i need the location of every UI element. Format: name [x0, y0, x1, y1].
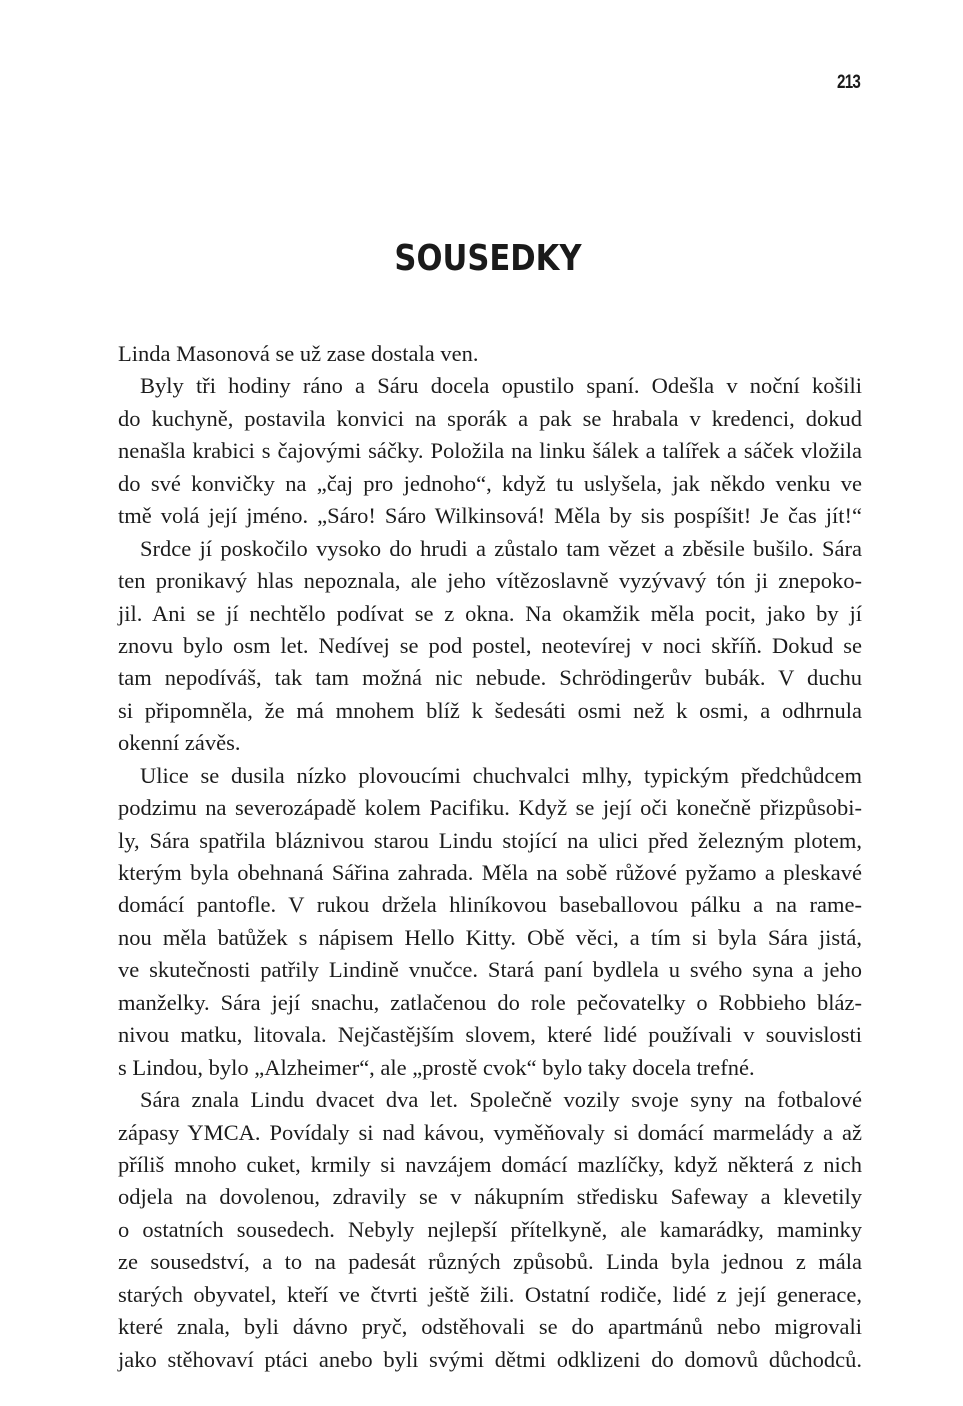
text-line: podzimu na severozápadě kolem Pacifiku. Když se její oči konečně přizpůsobi- — [118, 795, 862, 821]
text-line: nenašla krabici s čajovými sáčky. Položila na linku šálek a talířek a sáček vložila — [118, 438, 862, 464]
text-line: jako stěhovaví ptáci anebo byli svými dětmi odklizeni do domovů důchodců. — [118, 1346, 862, 1372]
text-line: tam nepodíváš, tak tam možná nic nebude. Schrödingerův bubák. V duchu — [118, 665, 862, 691]
text-line: si připomněla, že má mnohem blíž k šedesáti osmi než k osmi, a odhrnula — [118, 697, 862, 723]
text-line: Linda Masonová se už zase dostala ven. — [118, 341, 479, 366]
text-line: starých obyvatel, kteří ve čtvrti ještě žili. Ostatní rodiče, lidé z její generace, — [118, 1281, 862, 1307]
text-line: nou měla batůžek s nápisem Hello Kitty. Obě věci, a tím si byla Sára jistá, — [118, 924, 862, 950]
text-line: ze sousedství, a to na padesát různých způsobů. Linda byla jednou z mála — [118, 1249, 862, 1275]
chapter-title: SOUSEDKY — [394, 238, 582, 279]
text-line: ly, Sára spatřila bláznivou starou Lindu stojící na ulici před železným plotem, — [118, 827, 862, 853]
text-line: Byly tři hodiny ráno a Sáru docela opustilo spaní. Odešla v noční košili — [140, 373, 862, 399]
text-line: s Lindou, bylo „Alzheimer“, ale „prostě cvok“ bylo taky docela trefné. — [118, 1054, 755, 1080]
text-line: ve skutečnosti patřily Lindině vnučce. Stará paní bydlela u svého syna a jeho — [118, 957, 862, 983]
text-line: Sára znala Lindu dvacet dva let. Společně vozily svoje syny na fotbalové — [140, 1087, 862, 1113]
text-line: manželky. Sára její snachu, zatlačenou do role pečovatelky o Robbieho bláz- — [118, 989, 862, 1015]
text-line: o ostatních sousedech. Nebyly nejlepší přítelkyně, ale kamarádky, maminky — [118, 1216, 862, 1242]
text-line: zápasy YMCA. Povídaly si nad kávou, vyměňovaly si domácí marmelády a až — [118, 1119, 862, 1145]
text-line: ten pronikavý hlas nepoznala, ale jeho vítězoslavně vyzývavý tón ji znepoko- — [118, 568, 862, 594]
text-line: Srdce jí poskočilo vysoko do hrudi a zůstalo tam vězet a zběsile bušilo. Sára — [140, 535, 862, 561]
chapter-body — [118, 338, 862, 1376]
text-line: tmě volá její jméno. „Sáro! Sáro Wilkinsová! Měla by sis pospíšit! Je čas jít!“ — [118, 503, 862, 529]
text-line: Ulice se dusila nízko plovoucími chuchvalci mlhy, typickým předchůdcem — [140, 762, 862, 788]
text-line: znovu bylo osm let. Nedívej se pod postel, neotevírej v noci skříň. Dokud se — [118, 632, 862, 658]
text-line: domácí pantofle. V rukou držela hliníkovou baseballovou pálku a na rame- — [118, 892, 862, 918]
text-line: do své konvičky na „čaj pro jednoho“, když tu uslyšela, jak někdo venku ve — [118, 470, 862, 496]
text-line: okenní závěs. — [118, 730, 241, 756]
text-line: příliš mnoho cuket, krmily si navzájem domácí mazlíčky, když některá z nich — [118, 1151, 862, 1177]
text-line: odjela na dovolenou, zdravily se v nákupním středisku Safeway a klevetily — [118, 1184, 862, 1210]
page-number: 213 — [837, 72, 860, 93]
text-line: kterým byla obehnaná Sářina zahrada. Měla na sobě růžové pyžamo a pleskavé — [118, 860, 862, 885]
text-line: které znala, byli dávno pryč, odstěhovali se do apartmánů nebo migrovali — [118, 1314, 862, 1340]
text-line: nivou matku, litovala. Nejčastějším slovem, které lidé používali v souvislosti — [118, 1022, 862, 1048]
text-line: jil. Ani se jí nechtělo podívat se z okna. Na okamžik měla pocit, jako by jí — [118, 600, 862, 626]
text-line: do kuchyně, postavila konvici na sporák a pak se hrabala v kredenci, dokud — [118, 405, 862, 431]
